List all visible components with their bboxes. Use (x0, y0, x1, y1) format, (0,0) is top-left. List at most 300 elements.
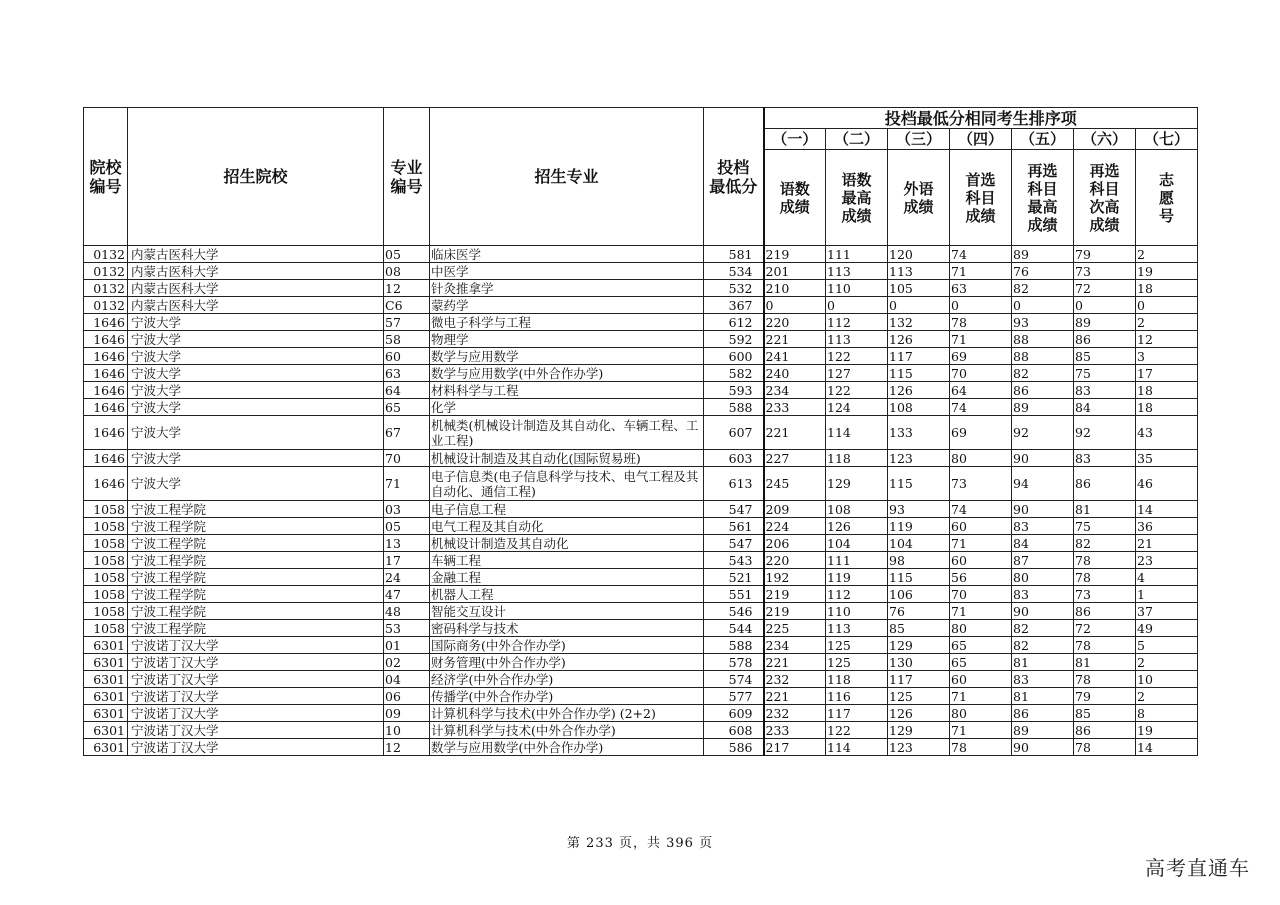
school-name-cell: 宁波诺丁汉大学 (128, 637, 384, 654)
tie-score-cell-4: 60 (950, 671, 1012, 688)
min-score-cell: 608 (704, 722, 764, 739)
tie-score-cell-7: 14 (1136, 739, 1198, 756)
tie-score-cell-1: 221 (764, 654, 826, 671)
min-score-cell: 592 (704, 331, 764, 348)
tie-score-cell-2: 116 (826, 688, 888, 705)
tie-score-cell-2: 125 (826, 654, 888, 671)
major-name-cell: 车辆工程 (430, 552, 704, 569)
school-name-cell: 宁波工程学院 (128, 569, 384, 586)
min-score-cell: 534 (704, 263, 764, 280)
tie-score-cell-5: 83 (1012, 518, 1074, 535)
tie-score-cell-1: 241 (764, 348, 826, 365)
major-code-cell: 04 (384, 671, 430, 688)
min-score-cell: 521 (704, 569, 764, 586)
school-code-cell: 1058 (84, 501, 128, 518)
tie-score-cell-5: 76 (1012, 263, 1074, 280)
major-name-cell: 数学与应用数学 (430, 348, 704, 365)
tie-score-cell-3: 105 (888, 280, 950, 297)
school-name-cell: 宁波诺丁汉大学 (128, 739, 384, 756)
tie-score-cell-2: 122 (826, 722, 888, 739)
tie-score-cell-7: 12 (1136, 331, 1198, 348)
tie-score-cell-3: 115 (888, 365, 950, 382)
tie-score-cell-7: 35 (1136, 450, 1198, 467)
tie-score-cell-3: 85 (888, 620, 950, 637)
school-code-cell: 1646 (84, 314, 128, 331)
school-code-cell: 6301 (84, 654, 128, 671)
tie-score-cell-1: 0 (764, 297, 826, 314)
tie-score-cell-4: 69 (950, 416, 1012, 450)
school-code-cell: 1646 (84, 399, 128, 416)
school-name-cell: 宁波大学 (128, 348, 384, 365)
major-name-cell: 材料科学与工程 (430, 382, 704, 399)
table-row (84, 569, 1198, 586)
school-code-cell: 1058 (84, 603, 128, 620)
tie-score-cell-4: 60 (950, 552, 1012, 569)
header-tie-group: 投档最低分相同考生排序项 (764, 108, 1198, 129)
school-name-cell: 宁波大学 (128, 450, 384, 467)
tie-score-cell-4: 80 (950, 450, 1012, 467)
school-code-cell: 6301 (84, 705, 128, 722)
school-name-cell: 宁波大学 (128, 467, 384, 501)
tie-score-cell-2: 104 (826, 535, 888, 552)
table-row (84, 654, 1198, 671)
min-score-cell: 613 (704, 467, 764, 501)
major-name-cell: 计算机科学与技术(中外合作办学) (430, 722, 704, 739)
tie-score-cell-3: 93 (888, 501, 950, 518)
school-name-cell: 宁波诺丁汉大学 (128, 654, 384, 671)
header-tie-num-4: （四） (950, 129, 1012, 150)
school-name-cell: 宁波工程学院 (128, 501, 384, 518)
tie-score-cell-6: 72 (1074, 620, 1136, 637)
major-name-cell: 电子信息类(电子信息科学与技术、电气工程及其自动化、通信工程) (430, 467, 704, 501)
min-score-cell: 588 (704, 399, 764, 416)
tie-score-cell-3: 106 (888, 586, 950, 603)
tie-score-cell-3: 123 (888, 450, 950, 467)
school-code-cell: 1646 (84, 416, 128, 450)
school-name-cell: 宁波大学 (128, 399, 384, 416)
tie-score-cell-7: 18 (1136, 399, 1198, 416)
tie-score-cell-2: 0 (826, 297, 888, 314)
school-code-cell: 0132 (84, 297, 128, 314)
tie-score-cell-2: 110 (826, 280, 888, 297)
tie-score-cell-2: 126 (826, 518, 888, 535)
major-code-cell: 03 (384, 501, 430, 518)
tie-score-cell-5: 80 (1012, 569, 1074, 586)
tie-score-cell-4: 69 (950, 348, 1012, 365)
major-code-cell: 06 (384, 688, 430, 705)
table-row (84, 348, 1198, 365)
tie-score-cell-5: 83 (1012, 586, 1074, 603)
school-code-cell: 1058 (84, 552, 128, 569)
major-name-cell: 机器人工程 (430, 586, 704, 603)
tie-score-cell-5: 88 (1012, 348, 1074, 365)
tie-score-cell-1: 221 (764, 688, 826, 705)
school-code-cell: 1646 (84, 348, 128, 365)
major-name-cell: 财务管理(中外合作办学) (430, 654, 704, 671)
major-code-cell: 48 (384, 603, 430, 620)
header-tie-label-2: 语数 最高 成绩 (826, 150, 888, 246)
major-name-cell: 传播学(中外合作办学) (430, 688, 704, 705)
tie-score-cell-1: 234 (764, 637, 826, 654)
school-code-cell: 1646 (84, 382, 128, 399)
min-score-cell: 603 (704, 450, 764, 467)
tie-score-cell-5: 90 (1012, 501, 1074, 518)
school-name-cell: 内蒙古医科大学 (128, 280, 384, 297)
tie-score-cell-5: 82 (1012, 637, 1074, 654)
major-code-cell: 12 (384, 739, 430, 756)
school-code-cell: 1646 (84, 450, 128, 467)
tie-score-cell-4: 74 (950, 399, 1012, 416)
min-score-cell: 544 (704, 620, 764, 637)
school-code-cell: 1058 (84, 620, 128, 637)
tie-score-cell-7: 14 (1136, 501, 1198, 518)
major-code-cell: 58 (384, 331, 430, 348)
tie-score-cell-3: 117 (888, 348, 950, 365)
table-row (84, 552, 1198, 569)
school-code-cell: 0132 (84, 263, 128, 280)
tie-score-cell-4: 74 (950, 501, 1012, 518)
table-header (84, 108, 1198, 246)
min-score-cell: 543 (704, 552, 764, 569)
tie-score-cell-6: 75 (1074, 365, 1136, 382)
tie-score-cell-2: 112 (826, 586, 888, 603)
school-name-cell: 内蒙古医科大学 (128, 297, 384, 314)
table-row (84, 280, 1198, 297)
tie-score-cell-7: 2 (1136, 654, 1198, 671)
header-tie-label-6: 再选 科目 次高 成绩 (1074, 150, 1136, 246)
major-name-cell: 针灸推拿学 (430, 280, 704, 297)
tie-score-cell-6: 79 (1074, 688, 1136, 705)
school-name-cell: 宁波大学 (128, 331, 384, 348)
min-score-cell: 593 (704, 382, 764, 399)
tie-score-cell-2: 108 (826, 501, 888, 518)
min-score-cell: 600 (704, 348, 764, 365)
table-row (84, 501, 1198, 518)
school-code-cell: 1058 (84, 518, 128, 535)
tie-score-cell-7: 10 (1136, 671, 1198, 688)
tie-score-cell-6: 79 (1074, 246, 1136, 263)
tie-score-cell-6: 81 (1074, 501, 1136, 518)
tie-score-cell-2: 125 (826, 637, 888, 654)
header-tie-label-1: 语数 成绩 (764, 150, 826, 246)
header-tie-num-1: （一） (764, 129, 826, 150)
major-name-cell: 化学 (430, 399, 704, 416)
tie-score-cell-3: 108 (888, 399, 950, 416)
min-score-cell: 547 (704, 535, 764, 552)
major-code-cell: 09 (384, 705, 430, 722)
tie-score-cell-1: 245 (764, 467, 826, 501)
major-name-cell: 机械设计制造及其自动化 (430, 535, 704, 552)
tie-score-cell-7: 19 (1136, 263, 1198, 280)
tie-score-cell-5: 86 (1012, 382, 1074, 399)
tie-score-cell-2: 110 (826, 603, 888, 620)
tie-score-cell-4: 56 (950, 569, 1012, 586)
tie-score-cell-7: 17 (1136, 365, 1198, 382)
table-row (84, 518, 1198, 535)
tie-score-cell-1: 206 (764, 535, 826, 552)
major-code-cell: 02 (384, 654, 430, 671)
min-score-cell: 588 (704, 637, 764, 654)
tie-score-cell-5: 93 (1012, 314, 1074, 331)
tie-score-cell-4: 70 (950, 586, 1012, 603)
tie-score-cell-1: 219 (764, 586, 826, 603)
tie-score-cell-6: 92 (1074, 416, 1136, 450)
major-name-cell: 微电子科学与工程 (430, 314, 704, 331)
tie-score-cell-6: 73 (1074, 586, 1136, 603)
tie-score-cell-6: 83 (1074, 382, 1136, 399)
tie-score-cell-7: 19 (1136, 722, 1198, 739)
tie-score-cell-3: 130 (888, 654, 950, 671)
tie-score-cell-7: 18 (1136, 280, 1198, 297)
tie-score-cell-5: 86 (1012, 705, 1074, 722)
tie-score-cell-5: 87 (1012, 552, 1074, 569)
school-name-cell: 宁波大学 (128, 416, 384, 450)
school-code-cell: 6301 (84, 671, 128, 688)
tie-score-cell-4: 71 (950, 688, 1012, 705)
tie-score-cell-7: 0 (1136, 297, 1198, 314)
table-row (84, 586, 1198, 603)
tie-score-cell-3: 126 (888, 331, 950, 348)
major-code-cell: 63 (384, 365, 430, 382)
header-tie-label-7: 志 愿 号 (1136, 150, 1198, 246)
table-row (84, 722, 1198, 739)
tie-score-cell-6: 86 (1074, 467, 1136, 501)
table-body (84, 246, 1198, 756)
header-tie-label-5: 再选 科目 最高 成绩 (1012, 150, 1074, 246)
table-row (84, 671, 1198, 688)
tie-score-cell-2: 119 (826, 569, 888, 586)
major-code-cell: 01 (384, 637, 430, 654)
major-code-cell: 10 (384, 722, 430, 739)
table-row (84, 246, 1198, 263)
tie-score-cell-2: 129 (826, 467, 888, 501)
tie-score-cell-5: 0 (1012, 297, 1074, 314)
table-row (84, 331, 1198, 348)
major-name-cell: 经济学(中外合作办学) (430, 671, 704, 688)
major-name-cell: 密码科学与技术 (430, 620, 704, 637)
tie-score-cell-1: 221 (764, 416, 826, 450)
major-code-cell: 65 (384, 399, 430, 416)
tie-score-cell-7: 18 (1136, 382, 1198, 399)
major-name-cell: 数学与应用数学(中外合作办学) (430, 739, 704, 756)
tie-score-cell-7: 1 (1136, 586, 1198, 603)
tie-score-cell-2: 127 (826, 365, 888, 382)
tie-score-cell-2: 113 (826, 331, 888, 348)
school-code-cell: 1058 (84, 569, 128, 586)
tie-score-cell-7: 5 (1136, 637, 1198, 654)
header-major-code: 专业 编号 (384, 108, 430, 246)
tie-score-cell-2: 114 (826, 416, 888, 450)
tie-score-cell-5: 90 (1012, 450, 1074, 467)
tie-score-cell-2: 112 (826, 314, 888, 331)
tie-score-cell-3: 125 (888, 688, 950, 705)
major-code-cell: 57 (384, 314, 430, 331)
school-code-cell: 0132 (84, 280, 128, 297)
tie-score-cell-6: 72 (1074, 280, 1136, 297)
min-score-cell: 574 (704, 671, 764, 688)
tie-score-cell-6: 78 (1074, 569, 1136, 586)
tie-score-cell-5: 92 (1012, 416, 1074, 450)
school-name-cell: 内蒙古医科大学 (128, 246, 384, 263)
major-name-cell: 电子信息工程 (430, 501, 704, 518)
tie-score-cell-5: 81 (1012, 654, 1074, 671)
tie-score-cell-3: 126 (888, 382, 950, 399)
school-code-cell: 1058 (84, 586, 128, 603)
tie-score-cell-6: 78 (1074, 739, 1136, 756)
tie-score-cell-1: 219 (764, 246, 826, 263)
table-row (84, 688, 1198, 705)
tie-score-cell-4: 71 (950, 603, 1012, 620)
tie-score-cell-1: 233 (764, 399, 826, 416)
tie-score-cell-4: 70 (950, 365, 1012, 382)
tie-score-cell-5: 81 (1012, 688, 1074, 705)
tie-score-cell-7: 4 (1136, 569, 1198, 586)
watermark: 高考直通车 (1145, 856, 1250, 880)
tie-score-cell-6: 85 (1074, 348, 1136, 365)
tie-score-cell-4: 71 (950, 263, 1012, 280)
tie-score-cell-4: 80 (950, 620, 1012, 637)
tie-score-cell-1: 234 (764, 382, 826, 399)
school-code-cell: 1646 (84, 365, 128, 382)
major-code-cell: 05 (384, 518, 430, 535)
major-code-cell: 70 (384, 450, 430, 467)
tie-score-cell-1: 220 (764, 314, 826, 331)
school-code-cell: 6301 (84, 688, 128, 705)
major-name-cell: 电气工程及其自动化 (430, 518, 704, 535)
min-score-cell: 551 (704, 586, 764, 603)
tie-score-cell-3: 76 (888, 603, 950, 620)
tie-score-cell-1: 201 (764, 263, 826, 280)
tie-score-cell-1: 192 (764, 569, 826, 586)
min-score-cell: 577 (704, 688, 764, 705)
school-name-cell: 宁波大学 (128, 314, 384, 331)
major-code-cell: 71 (384, 467, 430, 501)
min-score-cell: 607 (704, 416, 764, 450)
table-row (84, 297, 1198, 314)
major-name-cell: 国际商务(中外合作办学) (430, 637, 704, 654)
tie-score-cell-1: 227 (764, 450, 826, 467)
major-name-cell: 中医学 (430, 263, 704, 280)
min-score-cell: 547 (704, 501, 764, 518)
min-score-cell: 546 (704, 603, 764, 620)
header-tie-num-2: （二） (826, 129, 888, 150)
tie-score-cell-2: 122 (826, 348, 888, 365)
tie-score-cell-5: 89 (1012, 246, 1074, 263)
header-tie-num-7: （七） (1136, 129, 1198, 150)
tie-score-cell-7: 2 (1136, 246, 1198, 263)
tie-score-cell-3: 129 (888, 637, 950, 654)
major-name-cell: 蒙药学 (430, 297, 704, 314)
min-score-cell: 367 (704, 297, 764, 314)
tie-score-cell-5: 88 (1012, 331, 1074, 348)
table-row (84, 535, 1198, 552)
tie-score-cell-5: 89 (1012, 722, 1074, 739)
major-code-cell: 17 (384, 552, 430, 569)
tie-score-cell-4: 60 (950, 518, 1012, 535)
school-code-cell: 1646 (84, 467, 128, 501)
tie-score-cell-2: 111 (826, 246, 888, 263)
table-row (84, 739, 1198, 756)
tie-score-cell-1: 224 (764, 518, 826, 535)
tie-score-cell-2: 124 (826, 399, 888, 416)
tie-score-cell-7: 2 (1136, 688, 1198, 705)
table-row (84, 365, 1198, 382)
header-major: 招生专业 (430, 108, 704, 246)
major-code-cell: 64 (384, 382, 430, 399)
tie-score-cell-6: 73 (1074, 263, 1136, 280)
tie-score-cell-6: 83 (1074, 450, 1136, 467)
table-row (84, 705, 1198, 722)
table-row (84, 416, 1198, 450)
school-name-cell: 宁波工程学院 (128, 552, 384, 569)
major-code-cell: 47 (384, 586, 430, 603)
tie-score-cell-4: 71 (950, 722, 1012, 739)
major-code-cell: 05 (384, 246, 430, 263)
tie-score-cell-1: 232 (764, 671, 826, 688)
tie-score-cell-6: 75 (1074, 518, 1136, 535)
table-row (84, 399, 1198, 416)
tie-score-cell-4: 65 (950, 637, 1012, 654)
tie-score-cell-4: 74 (950, 246, 1012, 263)
table-row (84, 382, 1198, 399)
school-name-cell: 宁波工程学院 (128, 620, 384, 637)
tie-score-cell-5: 82 (1012, 280, 1074, 297)
tie-score-cell-2: 113 (826, 263, 888, 280)
major-name-cell: 机械设计制造及其自动化(国际贸易班) (430, 450, 704, 467)
header-tie-num-5: （五） (1012, 129, 1074, 150)
tie-score-cell-5: 90 (1012, 739, 1074, 756)
header-tie-label-3: 外语 成绩 (888, 150, 950, 246)
table-row (84, 263, 1198, 280)
tie-score-cell-6: 84 (1074, 399, 1136, 416)
major-code-cell: 24 (384, 569, 430, 586)
tie-score-cell-3: 132 (888, 314, 950, 331)
tie-score-cell-4: 65 (950, 654, 1012, 671)
header-school: 招生院校 (128, 108, 384, 246)
major-code-cell: 08 (384, 263, 430, 280)
tie-score-cell-7: 49 (1136, 620, 1198, 637)
min-score-cell: 561 (704, 518, 764, 535)
min-score-cell: 532 (704, 280, 764, 297)
major-code-cell: 12 (384, 280, 430, 297)
tie-score-cell-4: 71 (950, 331, 1012, 348)
tie-score-cell-1: 233 (764, 722, 826, 739)
table-row (84, 467, 1198, 501)
tie-score-cell-6: 86 (1074, 603, 1136, 620)
tie-score-cell-4: 63 (950, 280, 1012, 297)
table-row (84, 603, 1198, 620)
tie-score-cell-2: 111 (826, 552, 888, 569)
tie-score-cell-6: 78 (1074, 671, 1136, 688)
min-score-cell: 612 (704, 314, 764, 331)
min-score-cell: 581 (704, 246, 764, 263)
tie-score-cell-6: 82 (1074, 535, 1136, 552)
major-code-cell: C6 (384, 297, 430, 314)
admission-score-table (83, 107, 1198, 756)
tie-score-cell-3: 123 (888, 739, 950, 756)
tie-score-cell-3: 119 (888, 518, 950, 535)
tie-score-cell-4: 64 (950, 382, 1012, 399)
major-name-cell: 数学与应用数学(中外合作办学) (430, 365, 704, 382)
tie-score-cell-3: 115 (888, 467, 950, 501)
tie-score-cell-1: 209 (764, 501, 826, 518)
tie-score-cell-3: 0 (888, 297, 950, 314)
tie-score-cell-6: 78 (1074, 552, 1136, 569)
tie-score-cell-2: 113 (826, 620, 888, 637)
min-score-cell: 582 (704, 365, 764, 382)
tie-score-cell-1: 220 (764, 552, 826, 569)
school-code-cell: 1646 (84, 331, 128, 348)
